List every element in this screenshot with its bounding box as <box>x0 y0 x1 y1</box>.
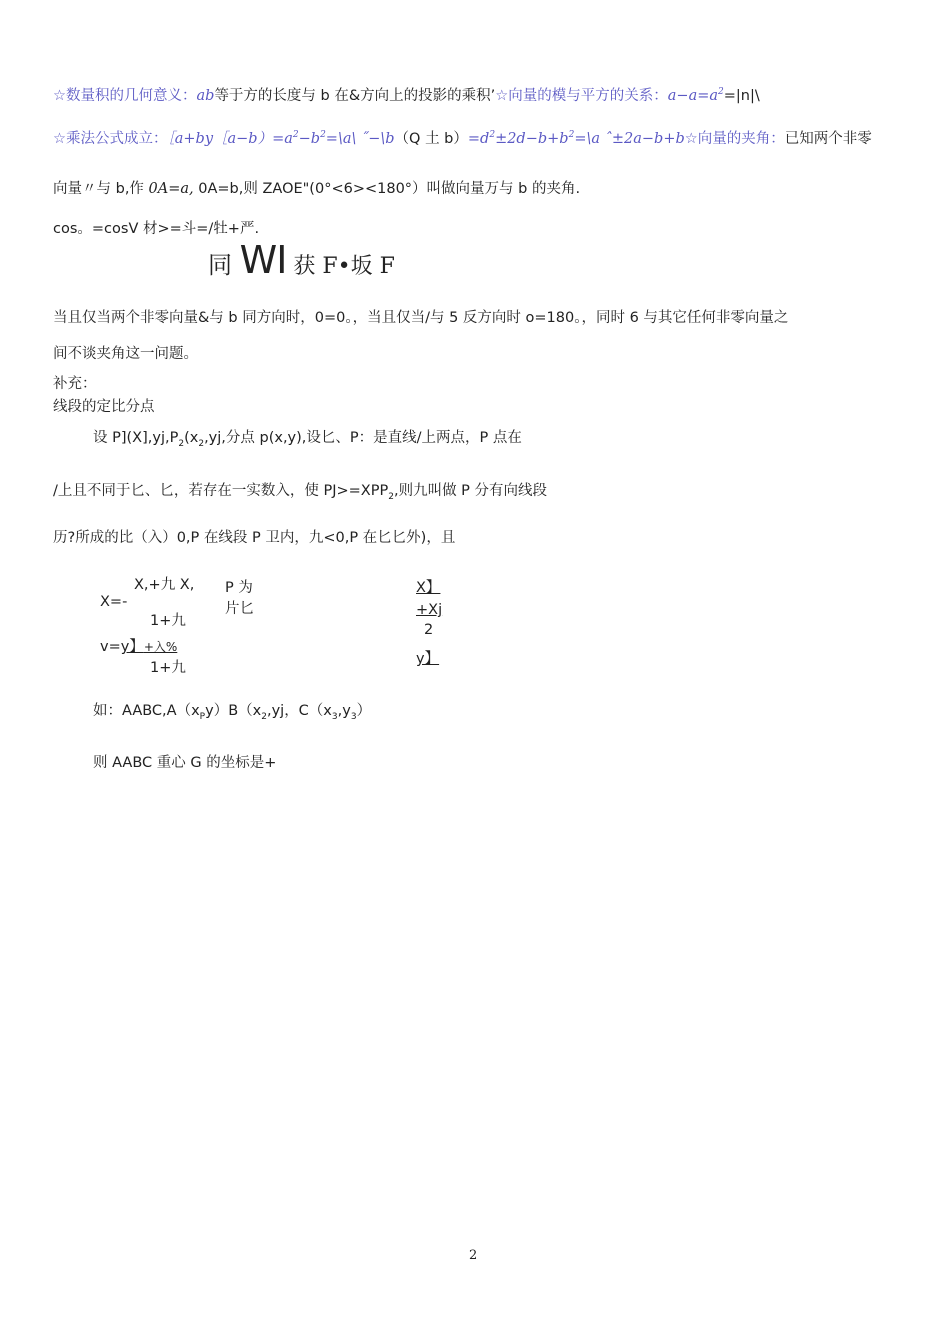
line-supplement: 补充： <box>53 376 97 392</box>
x-lhs: X=- <box>100 594 128 610</box>
subscript: 3 <box>350 711 357 722</box>
line-centroid: 则 AABC 重心 G 的坐标是+ <box>93 755 277 771</box>
x-denominator: 1+九 <box>150 613 186 629</box>
line-vector-angle <box>53 180 580 198</box>
line-triangle-example <box>93 702 371 720</box>
text: ,y <box>337 703 351 719</box>
text: ☆乘法公式成立： <box>53 131 168 147</box>
text: ） <box>356 703 372 719</box>
subscript: 2 <box>198 438 205 449</box>
line-cosine: cos。=cosV 材>=斗=/牡+严. <box>53 221 260 237</box>
y-denominator: 1+九 <box>150 660 186 676</box>
text: ☆数量积的几何意义： <box>53 88 197 104</box>
text: ±2d−b+b <box>495 131 569 147</box>
text: 已知两个非零 <box>784 131 872 147</box>
superscript: 2 <box>292 130 299 141</box>
text: （Q 土 b） <box>394 131 468 147</box>
text: =|n|\ <box>723 88 760 104</box>
y-expression <box>100 638 177 656</box>
text: v= <box>100 639 121 655</box>
page-number: 2 <box>469 1248 478 1263</box>
subscript: P <box>199 711 206 722</box>
p-label: P 为 <box>225 580 253 596</box>
text: (x <box>184 430 199 446</box>
text: ☆向量的夹角： <box>684 131 785 147</box>
superscript: 2 <box>568 130 575 141</box>
text: ,则九叫做 P 分有向线段 <box>393 483 548 499</box>
p-label-2: 片匕 <box>225 601 254 617</box>
text: −b <box>298 131 321 147</box>
text: =\a ˆ±2a−b+b <box>574 131 685 147</box>
subscript: 2 <box>178 438 185 449</box>
text: 向量〃与 b,作 <box>53 181 149 197</box>
line-division-point <box>93 429 522 447</box>
garbled-formula <box>208 238 395 282</box>
text: =\a\ ˝−\b <box>325 131 395 147</box>
midpoint-x-1: X】 <box>416 580 441 596</box>
superscript: 2 <box>320 130 326 141</box>
text: WI <box>239 238 287 282</box>
subscript: 2 <box>388 491 394 502</box>
text: ,yj，C（x <box>266 703 332 719</box>
subscript: 2 <box>261 711 267 722</box>
text: y】 <box>120 639 144 655</box>
line-ratio-range: 历?所成的比（入）0,P 在线段 P 卫内，九<0,P 在匕匕外)，且 <box>53 530 456 546</box>
text: /上且不同于匕、匕，若存在一实数入，使 PJ>=XPP <box>53 483 389 499</box>
line-dot-product-geometry <box>53 87 760 105</box>
subscript: 3 <box>331 711 338 722</box>
midpoint-denominator: 2 <box>424 622 434 638</box>
text: =d <box>467 131 490 147</box>
line-angle-condition: 当且仅当两个非零向量&与 b 同方向时，0=0。，当且仅当/与 5 反方向时 o=180。，同时 6 与其它任何非零向量之 <box>53 310 789 326</box>
text: 设 P](X],yj,P <box>93 430 179 446</box>
line-multiplication-formula <box>53 130 872 148</box>
text: ab <box>196 88 215 104</box>
x-numerator: X,+九 X, <box>134 577 195 593</box>
midpoint-x-2: +Xj <box>416 602 443 618</box>
line-angle-note: 间不谈夹角这一问题。 <box>53 346 198 362</box>
line-ratio-definition <box>53 482 547 500</box>
text: y）B（x <box>205 703 262 719</box>
text: 0A=b,则 ZAOE"(0°<6><180°）叫做向量万与 b 的夹角. <box>193 181 581 197</box>
text: 获 F•坂 F <box>286 254 395 279</box>
section-heading: 线段的定比分点 <box>53 399 155 415</box>
midpoint-y: y】 <box>416 651 440 667</box>
text: 同 <box>208 251 240 279</box>
text: ☆向量的模与平方的关系： <box>495 88 668 104</box>
text: 如：AABC,A（x <box>93 703 200 719</box>
text: 0A=a, <box>148 181 194 197</box>
text: ［a+by［a−b）=a <box>167 131 293 147</box>
text: a−a=a <box>667 88 719 104</box>
superscript: 2 <box>489 130 496 141</box>
text: 等于方的长度与 b 在&方向上的投影的乘积’ <box>214 88 496 104</box>
superscript: 2 <box>718 87 724 98</box>
text: +入% <box>143 640 178 654</box>
text: ,yj,分点 p(x,y),设匕、P：是直线/上两点，P 点在 <box>204 430 522 446</box>
